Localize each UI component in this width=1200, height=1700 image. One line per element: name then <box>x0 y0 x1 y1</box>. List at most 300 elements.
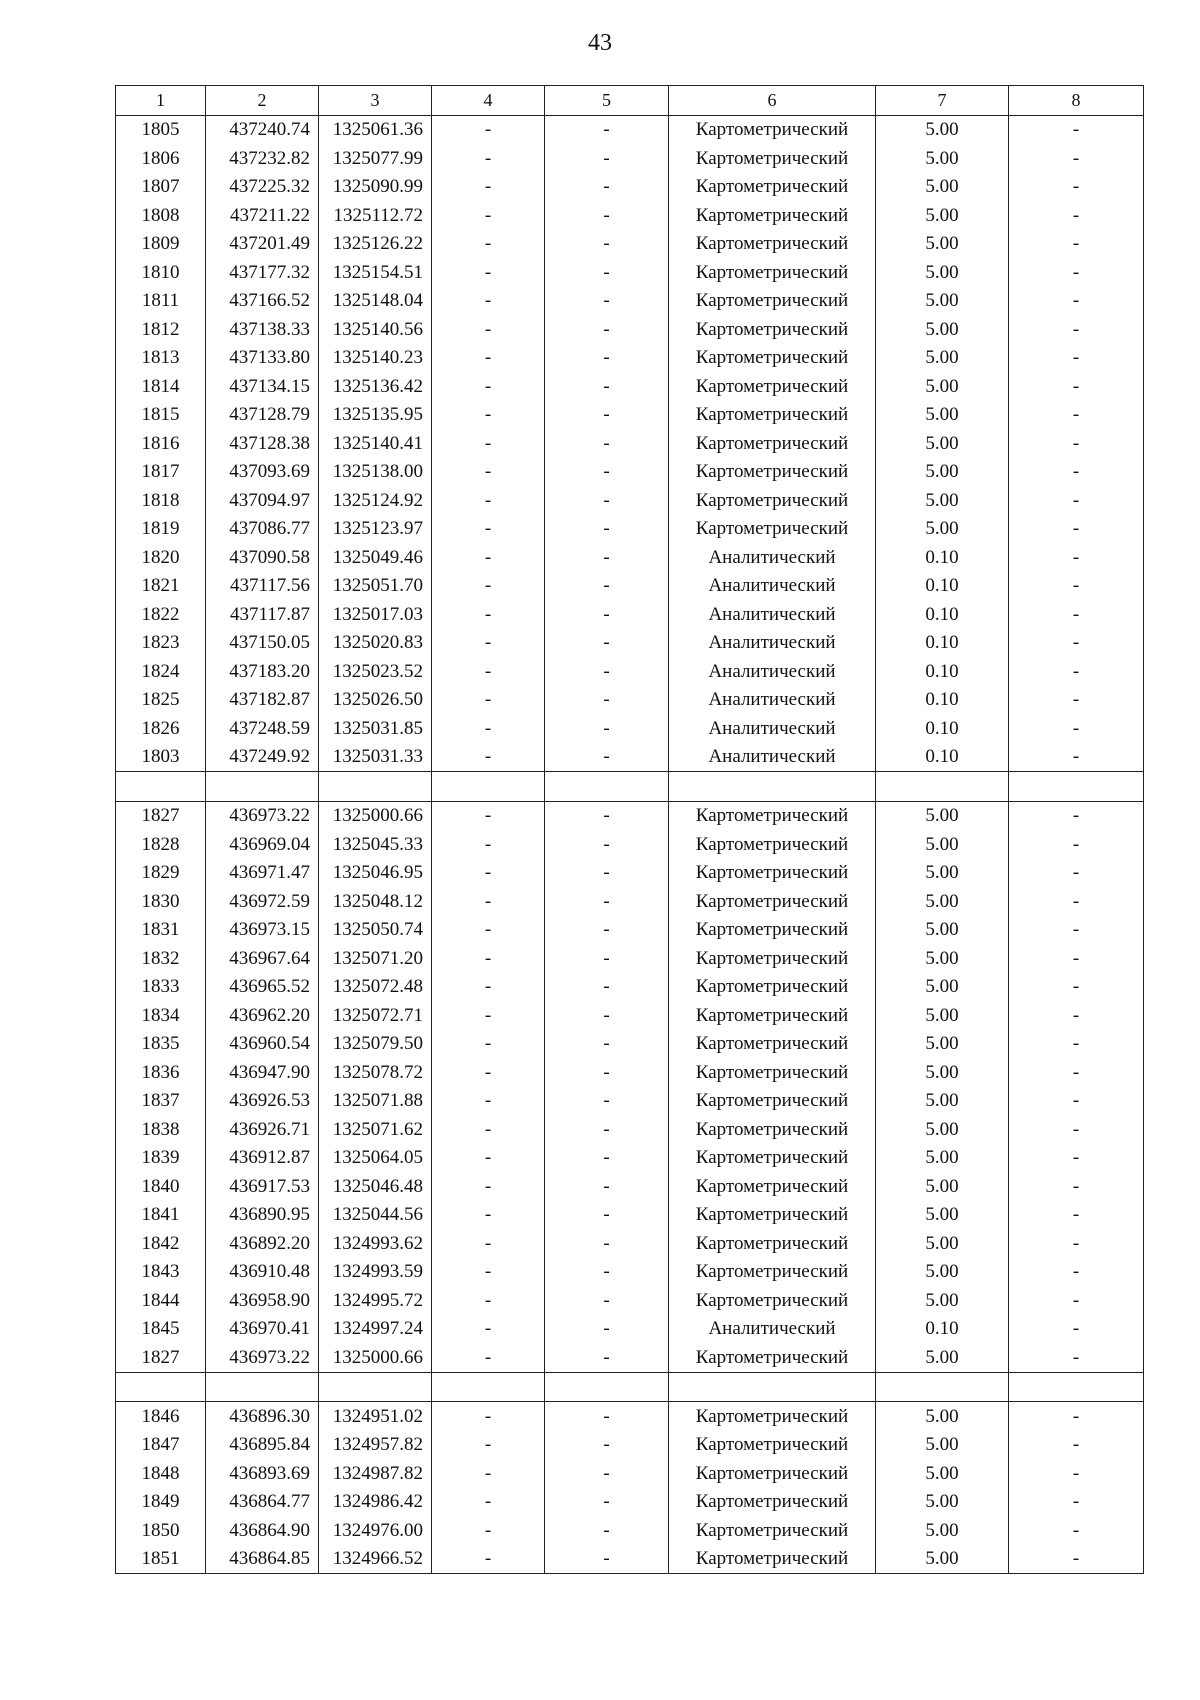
col-8-cell: - <box>1009 1229 1144 1258</box>
col-8-cell: - <box>1009 1258 1144 1287</box>
point-number-cell: 1849 <box>116 1488 206 1517</box>
method-cell: Картометрический <box>669 1115 876 1144</box>
header-cell-8: 8 <box>1009 86 1144 116</box>
coord-y-cell: 1325135.95 <box>319 401 432 430</box>
point-number-cell: 1825 <box>116 686 206 715</box>
header-row <box>116 86 1144 116</box>
col-4-cell: - <box>432 859 545 888</box>
coord-y-cell: 1325079.50 <box>319 1030 432 1059</box>
point-number-cell: 1842 <box>116 1229 206 1258</box>
accuracy-cell: 5.00 <box>876 916 1009 945</box>
coord-x-cell: 437211.22 <box>206 201 319 230</box>
col-5-cell: - <box>545 144 669 173</box>
point-number-cell: 1817 <box>116 458 206 487</box>
col-5-cell: - <box>545 801 669 830</box>
header-cell-6: 6 <box>669 86 876 116</box>
coord-x-cell: 437183.20 <box>206 657 319 686</box>
coord-x-cell: 437248.59 <box>206 714 319 743</box>
accuracy-cell: 5.00 <box>876 429 1009 458</box>
col-5-cell: - <box>545 629 669 658</box>
point-number-cell: 1839 <box>116 1144 206 1173</box>
accuracy-cell: 5.00 <box>876 144 1009 173</box>
col-5-cell: - <box>545 201 669 230</box>
col-5-cell: - <box>545 944 669 973</box>
col-4-cell: - <box>432 714 545 743</box>
col-8-cell: - <box>1009 372 1144 401</box>
table-row <box>116 686 1144 715</box>
point-number-cell: 1814 <box>116 372 206 401</box>
point-number-cell: 1810 <box>116 258 206 287</box>
coord-x-cell: 436890.95 <box>206 1201 319 1230</box>
accuracy-cell: 0.10 <box>876 657 1009 686</box>
point-number-cell: 1837 <box>116 1087 206 1116</box>
point-number-cell: 1841 <box>116 1201 206 1230</box>
coord-y-cell: 1325017.03 <box>319 600 432 629</box>
col-8-cell: - <box>1009 600 1144 629</box>
point-number-cell: 1830 <box>116 887 206 916</box>
coord-y-cell: 1325072.71 <box>319 1001 432 1030</box>
point-number-cell: 1828 <box>116 830 206 859</box>
point-number-cell: 1845 <box>116 1315 206 1344</box>
col-8-cell: - <box>1009 115 1144 144</box>
col-5-cell: - <box>545 287 669 316</box>
point-number-cell: 1823 <box>116 629 206 658</box>
table-row <box>116 115 1144 144</box>
coord-x-cell: 436864.85 <box>206 1545 319 1574</box>
col-4-cell: - <box>432 486 545 515</box>
coord-y-cell: 1324993.59 <box>319 1258 432 1287</box>
col-8-cell: - <box>1009 401 1144 430</box>
method-cell: Аналитический <box>669 714 876 743</box>
col-8-cell: - <box>1009 144 1144 173</box>
method-cell: Картометрический <box>669 859 876 888</box>
col-5-cell: - <box>545 916 669 945</box>
accuracy-cell: 5.00 <box>876 1030 1009 1059</box>
col-5-cell: - <box>545 315 669 344</box>
coord-x-cell: 436965.52 <box>206 973 319 1002</box>
table-row <box>116 1315 1144 1344</box>
coord-x-cell: 437128.79 <box>206 401 319 430</box>
col-4-cell: - <box>432 657 545 686</box>
table-row <box>116 1343 1144 1372</box>
col-5-cell: - <box>545 543 669 572</box>
table-row <box>116 258 1144 287</box>
header-cell-2: 2 <box>206 86 319 116</box>
col-4-cell: - <box>432 201 545 230</box>
table-row <box>116 1087 1144 1116</box>
col-4-cell <box>432 1372 545 1402</box>
col-5-cell: - <box>545 458 669 487</box>
col-5-cell: - <box>545 1315 669 1344</box>
table-row <box>116 830 1144 859</box>
table-row <box>116 173 1144 202</box>
col-5-cell: - <box>545 115 669 144</box>
col-5-cell: - <box>545 887 669 916</box>
coord-y-cell: 1325051.70 <box>319 572 432 601</box>
col-8-cell <box>1009 1372 1144 1402</box>
col-8-cell <box>1009 772 1144 802</box>
col-5-cell <box>545 772 669 802</box>
col-5-cell: - <box>545 1058 669 1087</box>
accuracy-cell: 5.00 <box>876 258 1009 287</box>
separator-row <box>116 1372 1144 1402</box>
table-row <box>116 458 1144 487</box>
table-header <box>116 86 1144 116</box>
coord-y-cell: 1325031.85 <box>319 714 432 743</box>
col-4-cell: - <box>432 1431 545 1460</box>
coord-y-cell: 1324951.02 <box>319 1402 432 1431</box>
accuracy-cell: 5.00 <box>876 1286 1009 1315</box>
coord-x-cell: 436892.20 <box>206 1229 319 1258</box>
method-cell: Картометрический <box>669 344 876 373</box>
col-8-cell: - <box>1009 714 1144 743</box>
coord-y-cell: 1324966.52 <box>319 1545 432 1574</box>
col-8-cell: - <box>1009 830 1144 859</box>
col-5-cell: - <box>545 1402 669 1431</box>
coord-y-cell <box>319 1372 432 1402</box>
point-number-cell: 1813 <box>116 344 206 373</box>
point-number-cell: 1812 <box>116 315 206 344</box>
accuracy-cell: 0.10 <box>876 714 1009 743</box>
method-cell: Картометрический <box>669 1172 876 1201</box>
method-cell: Картометрический <box>669 1229 876 1258</box>
table-row <box>116 1030 1144 1059</box>
coord-x-cell: 437086.77 <box>206 515 319 544</box>
coord-y-cell: 1325126.22 <box>319 230 432 259</box>
col-5-cell: - <box>545 1172 669 1201</box>
col-5-cell: - <box>545 1001 669 1030</box>
point-number-cell: 1808 <box>116 201 206 230</box>
col-4-cell: - <box>432 144 545 173</box>
coord-x-cell: 437225.32 <box>206 173 319 202</box>
col-5-cell: - <box>545 230 669 259</box>
table-row <box>116 600 1144 629</box>
col-8-cell: - <box>1009 486 1144 515</box>
header-cell-4: 4 <box>432 86 545 116</box>
coordinates-table <box>115 85 1144 1574</box>
table-row <box>116 315 1144 344</box>
col-5-cell: - <box>545 657 669 686</box>
col-8-cell: - <box>1009 1172 1144 1201</box>
table-row <box>116 916 1144 945</box>
method-cell: Картометрический <box>669 1488 876 1517</box>
accuracy-cell: 5.00 <box>876 1001 1009 1030</box>
method-cell: Картометрический <box>669 801 876 830</box>
table-row <box>116 1488 1144 1517</box>
table-row <box>116 1459 1144 1488</box>
point-number-cell: 1815 <box>116 401 206 430</box>
accuracy-cell: 5.00 <box>876 973 1009 1002</box>
point-number-cell: 1824 <box>116 657 206 686</box>
point-number-cell: 1844 <box>116 1286 206 1315</box>
method-cell: Картометрический <box>669 486 876 515</box>
coord-y-cell: 1325048.12 <box>319 887 432 916</box>
coord-x-cell: 437128.38 <box>206 429 319 458</box>
coord-x-cell: 436893.69 <box>206 1459 319 1488</box>
col-5-cell: - <box>545 973 669 1002</box>
coord-x-cell: 436967.64 <box>206 944 319 973</box>
point-number-cell: 1834 <box>116 1001 206 1030</box>
point-number-cell: 1848 <box>116 1459 206 1488</box>
coord-y-cell: 1324986.42 <box>319 1488 432 1517</box>
col-5-cell: - <box>545 401 669 430</box>
accuracy-cell: 5.00 <box>876 115 1009 144</box>
accuracy-cell: 5.00 <box>876 201 1009 230</box>
point-number-cell: 1832 <box>116 944 206 973</box>
col-4-cell: - <box>432 1488 545 1517</box>
table-row <box>116 486 1144 515</box>
method-cell: Картометрический <box>669 1258 876 1287</box>
col-4-cell: - <box>432 830 545 859</box>
method-cell: Аналитический <box>669 686 876 715</box>
coord-y-cell: 1325000.66 <box>319 801 432 830</box>
accuracy-cell: 5.00 <box>876 1488 1009 1517</box>
col-8-cell: - <box>1009 201 1144 230</box>
col-8-cell: - <box>1009 315 1144 344</box>
col-4-cell: - <box>432 230 545 259</box>
col-4-cell: - <box>432 115 545 144</box>
coord-x-cell: 437138.33 <box>206 315 319 344</box>
coord-y-cell: 1325046.95 <box>319 859 432 888</box>
coord-y-cell: 1325124.92 <box>319 486 432 515</box>
accuracy-cell: 5.00 <box>876 1516 1009 1545</box>
method-cell: Картометрический <box>669 1431 876 1460</box>
header-cell-7: 7 <box>876 86 1009 116</box>
col-5-cell: - <box>545 1459 669 1488</box>
method-cell: Картометрический <box>669 1545 876 1574</box>
col-5-cell: - <box>545 1258 669 1287</box>
point-number-cell: 1818 <box>116 486 206 515</box>
accuracy-cell: 5.00 <box>876 315 1009 344</box>
point-number-cell: 1821 <box>116 572 206 601</box>
col-8-cell: - <box>1009 344 1144 373</box>
col-4-cell: - <box>432 287 545 316</box>
method-cell: Аналитический <box>669 629 876 658</box>
method-cell: Картометрический <box>669 401 876 430</box>
table-row <box>116 543 1144 572</box>
col-8-cell: - <box>1009 1459 1144 1488</box>
method-cell: Картометрический <box>669 458 876 487</box>
coord-y-cell: 1325077.99 <box>319 144 432 173</box>
accuracy-cell: 0.10 <box>876 686 1009 715</box>
col-4-cell: - <box>432 515 545 544</box>
point-number-cell: 1851 <box>116 1545 206 1574</box>
accuracy-cell: 5.00 <box>876 801 1009 830</box>
col-5-cell: - <box>545 859 669 888</box>
method-cell: Картометрический <box>669 1001 876 1030</box>
header-cell-5: 5 <box>545 86 669 116</box>
coord-y-cell: 1325046.48 <box>319 1172 432 1201</box>
separator-row <box>116 772 1144 802</box>
accuracy-cell: 5.00 <box>876 1058 1009 1087</box>
point-number-cell: 1836 <box>116 1058 206 1087</box>
col-5-cell: - <box>545 486 669 515</box>
table-row <box>116 1258 1144 1287</box>
accuracy-cell: 5.00 <box>876 1258 1009 1287</box>
col-8-cell: - <box>1009 1030 1144 1059</box>
col-8-cell: - <box>1009 1516 1144 1545</box>
accuracy-cell: 5.00 <box>876 887 1009 916</box>
col-5-cell: - <box>545 743 669 772</box>
col-4-cell: - <box>432 887 545 916</box>
accuracy-cell: 5.00 <box>876 1172 1009 1201</box>
point-number-cell: 1822 <box>116 600 206 629</box>
col-8-cell: - <box>1009 801 1144 830</box>
col-8-cell: - <box>1009 686 1144 715</box>
col-8-cell: - <box>1009 916 1144 945</box>
method-cell: Аналитический <box>669 1315 876 1344</box>
coord-x-cell: 436972.59 <box>206 887 319 916</box>
table-row <box>116 1545 1144 1574</box>
table-row <box>116 515 1144 544</box>
coord-y-cell: 1325136.42 <box>319 372 432 401</box>
col-4-cell: - <box>432 1315 545 1344</box>
coord-x-cell: 436926.71 <box>206 1115 319 1144</box>
col-4-cell: - <box>432 1087 545 1116</box>
method-cell: Картометрический <box>669 1343 876 1372</box>
coord-y-cell: 1324997.24 <box>319 1315 432 1344</box>
col-8-cell: - <box>1009 1058 1144 1087</box>
col-5-cell: - <box>545 515 669 544</box>
point-number-cell: 1827 <box>116 801 206 830</box>
method-cell: Аналитический <box>669 543 876 572</box>
col-8-cell: - <box>1009 230 1144 259</box>
col-8-cell: - <box>1009 1001 1144 1030</box>
point-number-cell <box>116 1372 206 1402</box>
coord-x-cell: 436864.77 <box>206 1488 319 1517</box>
coord-x-cell: 437117.87 <box>206 600 319 629</box>
coord-y-cell: 1325148.04 <box>319 287 432 316</box>
col-4-cell: - <box>432 315 545 344</box>
col-8-cell: - <box>1009 1144 1144 1173</box>
table-row <box>116 887 1144 916</box>
coord-y-cell: 1325031.33 <box>319 743 432 772</box>
accuracy-cell: 5.00 <box>876 830 1009 859</box>
accuracy-cell: 0.10 <box>876 543 1009 572</box>
table-row <box>116 1058 1144 1087</box>
method-cell: Картометрический <box>669 515 876 544</box>
table-row <box>116 743 1144 772</box>
col-8-cell: - <box>1009 1286 1144 1315</box>
point-number-cell: 1803 <box>116 743 206 772</box>
coord-x-cell: 437134.15 <box>206 372 319 401</box>
col-5-cell: - <box>545 600 669 629</box>
method-cell: Картометрический <box>669 973 876 1002</box>
coord-x-cell: 436973.22 <box>206 801 319 830</box>
col-5-cell: - <box>545 344 669 373</box>
coord-x-cell: 437240.74 <box>206 115 319 144</box>
coord-x-cell: 436970.41 <box>206 1315 319 1344</box>
table-row <box>116 1402 1144 1431</box>
method-cell: Картометрический <box>669 287 876 316</box>
method-cell: Аналитический <box>669 572 876 601</box>
point-number-cell: 1816 <box>116 429 206 458</box>
point-number-cell: 1820 <box>116 543 206 572</box>
coord-y-cell: 1325154.51 <box>319 258 432 287</box>
page-number: 43 <box>588 30 612 56</box>
col-4-cell: - <box>432 743 545 772</box>
accuracy-cell: 5.00 <box>876 458 1009 487</box>
table-row <box>116 629 1144 658</box>
method-cell: Картометрический <box>669 1058 876 1087</box>
table-body <box>116 115 1144 1574</box>
col-5-cell: - <box>545 372 669 401</box>
coord-y-cell <box>319 772 432 802</box>
table-row <box>116 973 1144 1002</box>
col-8-cell: - <box>1009 859 1144 888</box>
method-cell: Картометрический <box>669 230 876 259</box>
coord-x-cell: 436969.04 <box>206 830 319 859</box>
col-8-cell: - <box>1009 173 1144 202</box>
accuracy-cell: 5.00 <box>876 486 1009 515</box>
col-5-cell: - <box>545 1201 669 1230</box>
method-cell: Картометрический <box>669 1144 876 1173</box>
point-number-cell: 1819 <box>116 515 206 544</box>
col-8-cell: - <box>1009 572 1144 601</box>
col-8-cell: - <box>1009 429 1144 458</box>
col-4-cell: - <box>432 629 545 658</box>
method-cell: Аналитический <box>669 657 876 686</box>
table-row <box>116 372 1144 401</box>
table-row <box>116 1115 1144 1144</box>
method-cell <box>669 1372 876 1402</box>
coord-x-cell: 436912.87 <box>206 1144 319 1173</box>
table-row <box>116 144 1144 173</box>
coord-x-cell: 437150.05 <box>206 629 319 658</box>
col-4-cell: - <box>432 973 545 1002</box>
coord-y-cell: 1325045.33 <box>319 830 432 859</box>
col-4-cell: - <box>432 1058 545 1087</box>
method-cell: Картометрический <box>669 887 876 916</box>
point-number-cell: 1843 <box>116 1258 206 1287</box>
coord-x-cell: 437177.32 <box>206 258 319 287</box>
coord-y-cell: 1325061.36 <box>319 115 432 144</box>
col-8-cell: - <box>1009 458 1144 487</box>
table-row <box>116 230 1144 259</box>
coord-x-cell <box>206 1372 319 1402</box>
coord-y-cell: 1325072.48 <box>319 973 432 1002</box>
col-8-cell: - <box>1009 543 1144 572</box>
accuracy-cell: 5.00 <box>876 344 1009 373</box>
accuracy-cell: 0.10 <box>876 629 1009 658</box>
col-5-cell: - <box>545 1229 669 1258</box>
coord-x-cell: 437117.56 <box>206 572 319 601</box>
coord-y-cell: 1325000.66 <box>319 1343 432 1372</box>
col-5-cell: - <box>545 714 669 743</box>
col-5-cell: - <box>545 1431 669 1460</box>
col-5-cell <box>545 1372 669 1402</box>
accuracy-cell: 0.10 <box>876 600 1009 629</box>
accuracy-cell: 5.00 <box>876 1545 1009 1574</box>
col-4-cell: - <box>432 1144 545 1173</box>
coord-y-cell: 1325078.72 <box>319 1058 432 1087</box>
col-4-cell: - <box>432 458 545 487</box>
col-8-cell: - <box>1009 1488 1144 1517</box>
coord-y-cell: 1324987.82 <box>319 1459 432 1488</box>
accuracy-cell <box>876 1372 1009 1402</box>
coord-y-cell: 1325138.00 <box>319 458 432 487</box>
table-row <box>116 344 1144 373</box>
coord-x-cell: 436973.22 <box>206 1343 319 1372</box>
coord-y-cell: 1325112.72 <box>319 201 432 230</box>
coord-y-cell: 1325026.50 <box>319 686 432 715</box>
accuracy-cell: 5.00 <box>876 1115 1009 1144</box>
coord-y-cell: 1325140.23 <box>319 344 432 373</box>
col-4-cell: - <box>432 1286 545 1315</box>
col-4-cell: - <box>432 1030 545 1059</box>
col-5-cell: - <box>545 1115 669 1144</box>
point-number-cell: 1850 <box>116 1516 206 1545</box>
